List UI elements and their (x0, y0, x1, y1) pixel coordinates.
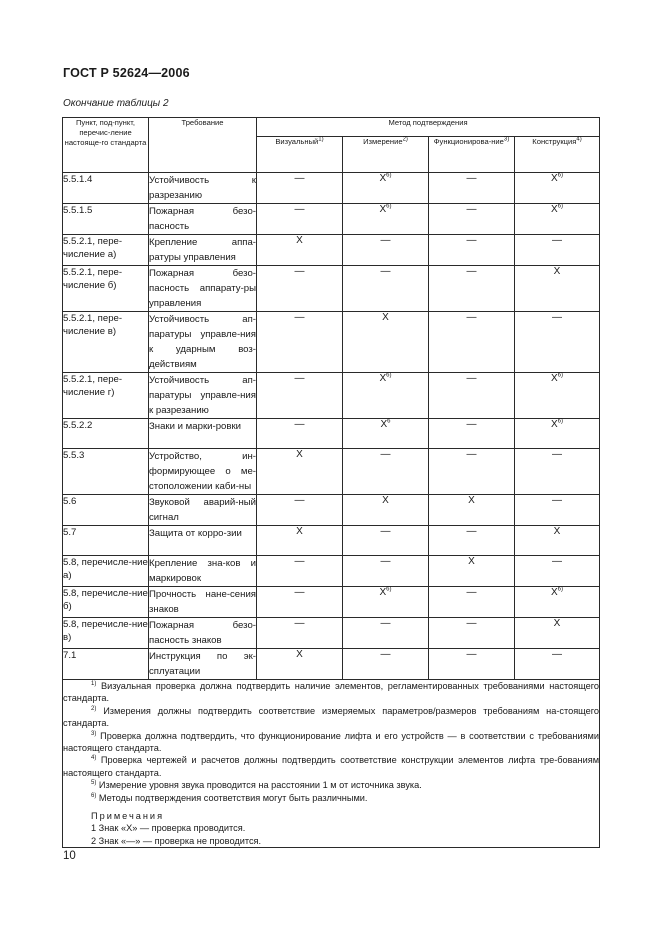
cell-measurement (343, 526, 429, 556)
cell-construction (515, 556, 600, 587)
footnote-text: Измерение уровня звука проводится на расстоянии 1 м от источника звука. (98, 780, 422, 791)
mark-value: — (552, 235, 562, 246)
mark-value: Х (379, 173, 387, 184)
cell-clause: 5.5.3 (63, 449, 149, 495)
cell-visual (257, 235, 343, 266)
cell-requirement: Пожарная безо-пасность (149, 204, 257, 235)
header-clause: Пункт, под-пункт, перечис-ление настояще-го стандарта (63, 118, 149, 173)
cell-measurement (343, 495, 429, 526)
cell-function (429, 373, 515, 419)
cell-function (429, 449, 515, 495)
table-row (63, 649, 600, 680)
table-row (63, 618, 600, 649)
footnote-text: Визуальная проверка должна подтвердить наличие элементов, регламентированных требованиями настоящего стандарта. (63, 681, 600, 704)
footnote (63, 779, 599, 791)
mark-value: Х (551, 419, 558, 430)
table-row (63, 449, 600, 495)
cell-requirement: Устойчивость ап-паратуры управле-ния к разрезанию (149, 373, 257, 419)
header-visual: Визуальный$^{1)}$ (257, 137, 343, 173)
mark-value: Х (379, 373, 387, 384)
cell-measurement (343, 649, 429, 680)
mark-value: — (380, 526, 391, 537)
cell-construction (515, 235, 600, 266)
header-measurement: Измерение$^{2)}$ (343, 137, 429, 173)
cell-visual (257, 312, 343, 373)
cell-requirement: Защита от корро-зии (149, 526, 257, 556)
mark-value: Х (379, 587, 387, 598)
note-item: 1 Знак «Х» — проверка проводится. (91, 823, 246, 834)
mark-value: Х (468, 556, 475, 567)
mark-value: — (466, 373, 477, 384)
mark-value: — (466, 419, 477, 430)
mark-value: — (294, 204, 305, 215)
footnote (63, 680, 599, 705)
footnote-ref: 6) (386, 586, 392, 593)
cell-measurement (343, 204, 429, 235)
table-row (63, 526, 600, 556)
cell-function (429, 266, 515, 312)
footnote-ref: 6) (386, 172, 392, 179)
cell-clause: 5.5.2.1, пере-числение б) (63, 266, 149, 312)
cell-clause: 5.5.2.1, пере-числение а) (63, 235, 149, 266)
cell-clause: 5.8, перечисле-ние в) (63, 618, 149, 649)
cell-construction (515, 587, 600, 618)
verification-methods-table (62, 117, 600, 848)
table-row (63, 204, 600, 235)
mark-value: — (552, 495, 562, 506)
header-construction: Конструкция$^{4)}$ (515, 137, 600, 173)
mark-value: — (466, 649, 477, 660)
footnote-ref: 6) (386, 372, 392, 379)
footnote-ref: 6 (387, 418, 391, 425)
cell-function (429, 204, 515, 235)
mark-value: — (466, 312, 477, 323)
mark-value: Х (553, 618, 561, 629)
mark-value: — (466, 449, 477, 460)
cell-function (429, 312, 515, 373)
footnote-text: Измерения должны подтвердить соответствие измеряемых параметров/размеров требованиям на-стоящего стандарта. (63, 705, 600, 729)
note-item: 2 Знак «—» — проверка не проводится. (91, 835, 262, 846)
cell-construction (515, 266, 600, 312)
mark-value: Х (382, 495, 389, 506)
verification-table-wrapper (62, 117, 600, 848)
cell-measurement (343, 618, 429, 649)
mark-value: — (294, 373, 305, 384)
cell-visual (257, 526, 343, 556)
cell-visual (257, 373, 343, 419)
mark-value: Х (553, 266, 561, 277)
table-row (63, 266, 600, 312)
cell-function (429, 419, 515, 449)
footnotes-list (63, 680, 599, 804)
mark-value: — (294, 618, 305, 629)
cell-clause: 5.8, перечисле-ние б) (63, 587, 149, 618)
document-header: ГОСТ Р 52624—2006 (63, 66, 190, 80)
cell-construction (515, 526, 600, 556)
table-row (63, 419, 600, 449)
mark-value: — (552, 312, 562, 323)
mark-value: — (380, 449, 391, 460)
cell-requirement: Инструкция по эк-сплуатации (149, 649, 257, 680)
page-number: 10 (63, 850, 76, 862)
cell-function (429, 495, 515, 526)
cell-function (429, 618, 515, 649)
cell-construction (515, 449, 600, 495)
table-row (63, 495, 600, 526)
cell-visual (257, 419, 343, 449)
cell-clause: 5.5.1.4 (63, 173, 149, 204)
cell-visual (257, 173, 343, 204)
footnote-mark: 1) (91, 680, 97, 687)
mark-value: — (552, 449, 562, 460)
cell-measurement (343, 556, 429, 587)
cell-function (429, 526, 515, 556)
cell-clause: 5.8, перечисле-ние а) (63, 556, 149, 587)
mark-value: Х (551, 173, 558, 184)
mark-value: — (294, 266, 305, 277)
mark-value: — (466, 204, 477, 215)
cell-function (429, 649, 515, 680)
cell-requirement: Звуковой аварий-ный сигнал (149, 495, 257, 526)
cell-construction (515, 373, 600, 419)
mark-value: — (466, 266, 477, 277)
cell-clause: 5.5.2.1, пере-числение г) (63, 373, 149, 419)
mark-value: Х (382, 312, 389, 323)
cell-requirement: Крепление зна-ков и маркировок (149, 556, 257, 587)
mark-value: — (294, 173, 305, 184)
cell-function (429, 587, 515, 618)
cell-construction (515, 204, 600, 235)
cell-visual (257, 587, 343, 618)
cell-requirement: Пожарная безо-пасность знаков (149, 618, 257, 649)
cell-requirement: Прочность нане-сения знаков (149, 587, 257, 618)
cell-requirement: Устойчивость ап-паратуры управле-ния к ударным воз-действиям (149, 312, 257, 373)
cell-construction (515, 495, 600, 526)
footnote-ref: 6) (557, 172, 564, 179)
footnote (63, 792, 599, 804)
notes-heading: Примечания (91, 811, 165, 822)
cell-measurement (343, 587, 429, 618)
mark-value: — (380, 618, 391, 629)
cell-clause: 5.5.2.2 (63, 419, 149, 449)
footnote (63, 754, 599, 779)
cell-measurement (343, 312, 429, 373)
mark-value: Х (296, 526, 303, 537)
footnotes-cell (63, 680, 600, 848)
cell-construction (515, 618, 600, 649)
cell-measurement (343, 449, 429, 495)
cell-requirement: Знаки и марки-ровки (149, 419, 257, 449)
cell-visual (257, 449, 343, 495)
cell-construction (515, 173, 600, 204)
mark-value: Х (551, 587, 558, 598)
header-function: Функционирова-ние$^{3)}$ (429, 137, 515, 173)
footnote-ref: 6) (557, 203, 564, 210)
footnote-ref: 6) (557, 372, 564, 379)
mark-value: — (294, 419, 305, 430)
cell-clause: 5.5.1.5 (63, 204, 149, 235)
cell-requirement: Пожарная безо-пасность аппарату-ры управления (149, 266, 257, 312)
cell-clause: 5.7 (63, 526, 149, 556)
footnote-text: Проверка чертежей и расчетов должны подтвердить соответствие конструкции элементов лифта тре-бованиям настоящего стандарта. (63, 755, 600, 778)
cell-construction (515, 649, 600, 680)
mark-value: — (466, 526, 477, 537)
cell-visual (257, 204, 343, 235)
mark-value: — (466, 587, 477, 598)
cell-clause: 7.1 (63, 649, 149, 680)
mark-value: Х (551, 373, 558, 384)
footnote-text: Методы подтверждения соответствия могут быть различными. (98, 792, 368, 803)
cell-function (429, 235, 515, 266)
footnote-ref: 6) (386, 203, 392, 210)
table-caption: Окончание таблицы 2 (63, 98, 169, 109)
mark-value: Х (296, 649, 303, 660)
cell-measurement (343, 266, 429, 312)
cell-measurement (343, 373, 429, 419)
cell-requirement: Устойчивость к разрезанию (149, 173, 257, 204)
cell-construction (515, 419, 600, 449)
mark-value: Х (551, 204, 558, 215)
mark-value: — (466, 173, 477, 184)
table-row (63, 373, 600, 419)
footnote (63, 730, 599, 755)
footnote-mark: 4) (91, 755, 97, 762)
mark-value: Х (380, 419, 388, 430)
cell-measurement (343, 419, 429, 449)
cell-requirement: Устройство, ин-формирующее о ме-стоположении каби-ны (149, 449, 257, 495)
mark-value: — (294, 495, 305, 506)
cell-visual (257, 266, 343, 312)
mark-value: — (552, 649, 562, 660)
mark-value: Х (296, 235, 303, 246)
footnote-mark: 6) (91, 792, 97, 799)
table-row (63, 587, 600, 618)
cell-visual (257, 556, 343, 587)
cell-measurement (343, 235, 429, 266)
mark-value: — (294, 312, 305, 323)
header-method-group: Метод подтверждения (257, 118, 600, 137)
cell-function (429, 173, 515, 204)
mark-value: — (294, 556, 305, 567)
mark-value: — (380, 235, 391, 246)
cell-measurement (343, 173, 429, 204)
table-row (63, 235, 600, 266)
table-body (63, 173, 600, 680)
cell-function (429, 556, 515, 587)
table-row (63, 312, 600, 373)
footnote-mark: 5) (91, 780, 97, 787)
mark-value: — (552, 556, 562, 567)
mark-value: — (380, 649, 391, 660)
cell-construction (515, 312, 600, 373)
mark-value: — (466, 618, 477, 629)
cell-requirement: Крепление аппа-ратуры управления (149, 235, 257, 266)
mark-value: Х (296, 449, 303, 460)
mark-value: Х (468, 495, 475, 506)
mark-value: — (380, 556, 391, 567)
header-requirement: Требование (149, 118, 257, 173)
cell-visual (257, 495, 343, 526)
mark-value: Х (379, 204, 387, 215)
footnote-text: Проверка должна подтвердить, что функционирование лифта и его устройств — в соответствии с требованиями настоящего стандарта. (63, 730, 600, 754)
footnote-ref: 6) (557, 586, 564, 593)
footnote-mark: 3) (91, 730, 97, 737)
footnote (63, 705, 599, 730)
footnote-ref: 6) (557, 418, 564, 425)
cell-clause: 5.5.2.1, пере-числение в) (63, 312, 149, 373)
cell-visual (257, 649, 343, 680)
mark-value: Х (553, 526, 561, 537)
mark-value: — (466, 235, 477, 246)
cell-clause: 5.6 (63, 495, 149, 526)
mark-value: — (380, 266, 391, 277)
table-row (63, 556, 600, 587)
mark-value: — (294, 587, 305, 598)
footnote-mark: 2) (91, 705, 97, 712)
cell-visual (257, 618, 343, 649)
table-row (63, 173, 600, 204)
